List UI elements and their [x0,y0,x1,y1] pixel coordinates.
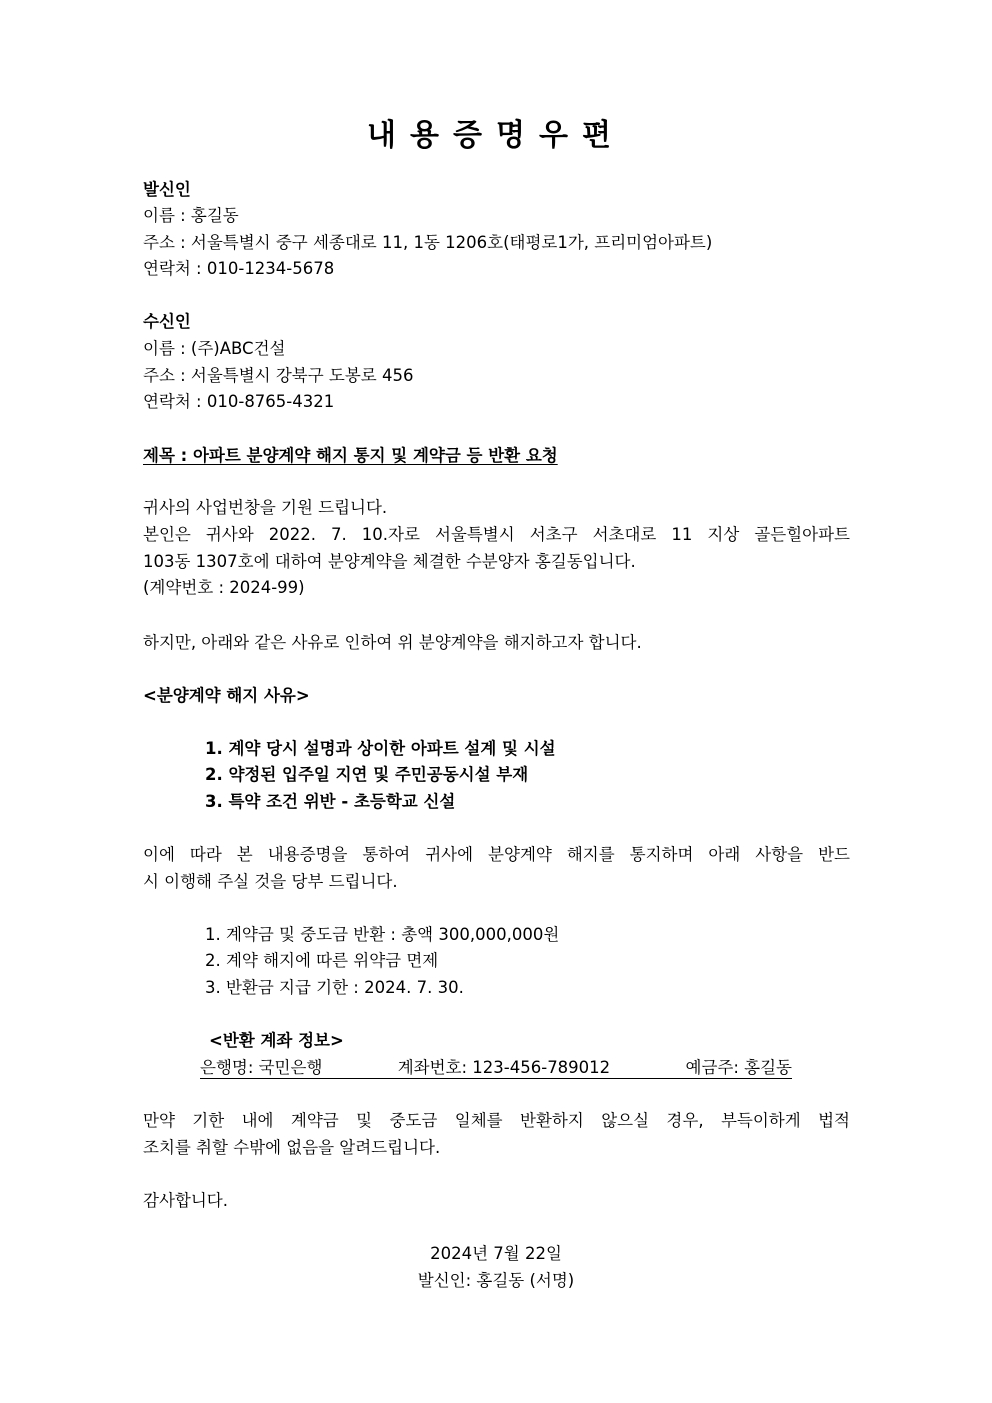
reasons-heading: <분양계약 해지 사유> [143,686,310,705]
account-heading: <반환 계좌 정보> [209,1031,344,1050]
reason-item: 1. 계약 당시 설명과 상이한 아파트 설계 및 시설 [205,739,556,758]
recipient-contact: 연락처 : 010-8765-4321 [143,392,335,411]
sender-contact: 연락처 : 010-1234-5678 [143,259,335,278]
reason-item: 2. 약정된 입주일 지연 및 주민공동시설 부재 [205,765,529,784]
subject-line: 제목 : 아파트 분양계약 해지 통지 및 계약금 등 반환 요청 [143,446,558,465]
account-info [200,1057,792,1079]
however-line: 하지만, 아래와 같은 사유로 인하여 위 분양계약을 해지하고자 합니다. [143,633,642,652]
intro-line: 귀사의 사업번창을 기원 드립니다. [143,498,388,517]
recipient-heading: 수신인 [143,312,191,331]
sender-signature: 발신인: 홍길동 (서명) [417,1271,575,1290]
document-title: 내용증명우편 [367,118,625,153]
request-line: 이에 따라 본 내용증명을 통하여 귀사에 분양계약 해지를 통지하며 아래 사항을 반드 [143,845,850,864]
request-line: 시 이행해 주실 것을 당부 드립니다. [143,872,398,891]
intro-line: 본인은 귀사와 2022. 7. 10.자로 서울특별시 서초구 서초대로 11 지상 골든힐아파트 [143,525,850,544]
intro-line: 103동 1307호에 대하여 분양계약을 체결한 수분양자 홍길동입니다. [143,552,636,571]
account-bank: 은행명: 국민은행 [200,1058,323,1077]
account-holder: 예금주: 홍길동 [685,1058,792,1077]
contract-number: (계약번호 : 2024-99) [143,578,305,597]
warning-line: 조치를 취할 수밖에 없음을 알려드립니다. [143,1138,441,1157]
document-date: 2024년 7월 22일 [430,1244,562,1263]
warning-line: 만약 기한 내에 계약금 및 중도금 일체를 반환하지 않으실 경우, 부득이하게 법적 [143,1111,850,1130]
reason-item: 3. 특약 조건 위반 - 초등학교 신설 [205,792,456,811]
sender-heading: 발신인 [143,180,191,199]
demand-item: 3. 반환금 지급 기한 : 2024. 7. 30. [205,978,464,997]
sender-name: 이름 : 홍길동 [143,206,239,225]
demand-item: 1. 계약금 및 중도금 반환 : 총액 300,000,000원 [205,925,560,944]
demand-item: 2. 계약 해지에 따른 위약금 면제 [205,951,439,970]
sender-address: 주소 : 서울특별시 중구 세종대로 11, 1동 1206호(태평로1가, 프리미엄아파트) [143,233,713,252]
recipient-address: 주소 : 서울특별시 강북구 도봉로 456 [143,366,414,385]
thanks-line: 감사합니다. [143,1191,228,1210]
recipient-name: 이름 : (주)ABC건설 [143,339,286,358]
account-number: 계좌번호: 123-456-789012 [397,1058,611,1077]
